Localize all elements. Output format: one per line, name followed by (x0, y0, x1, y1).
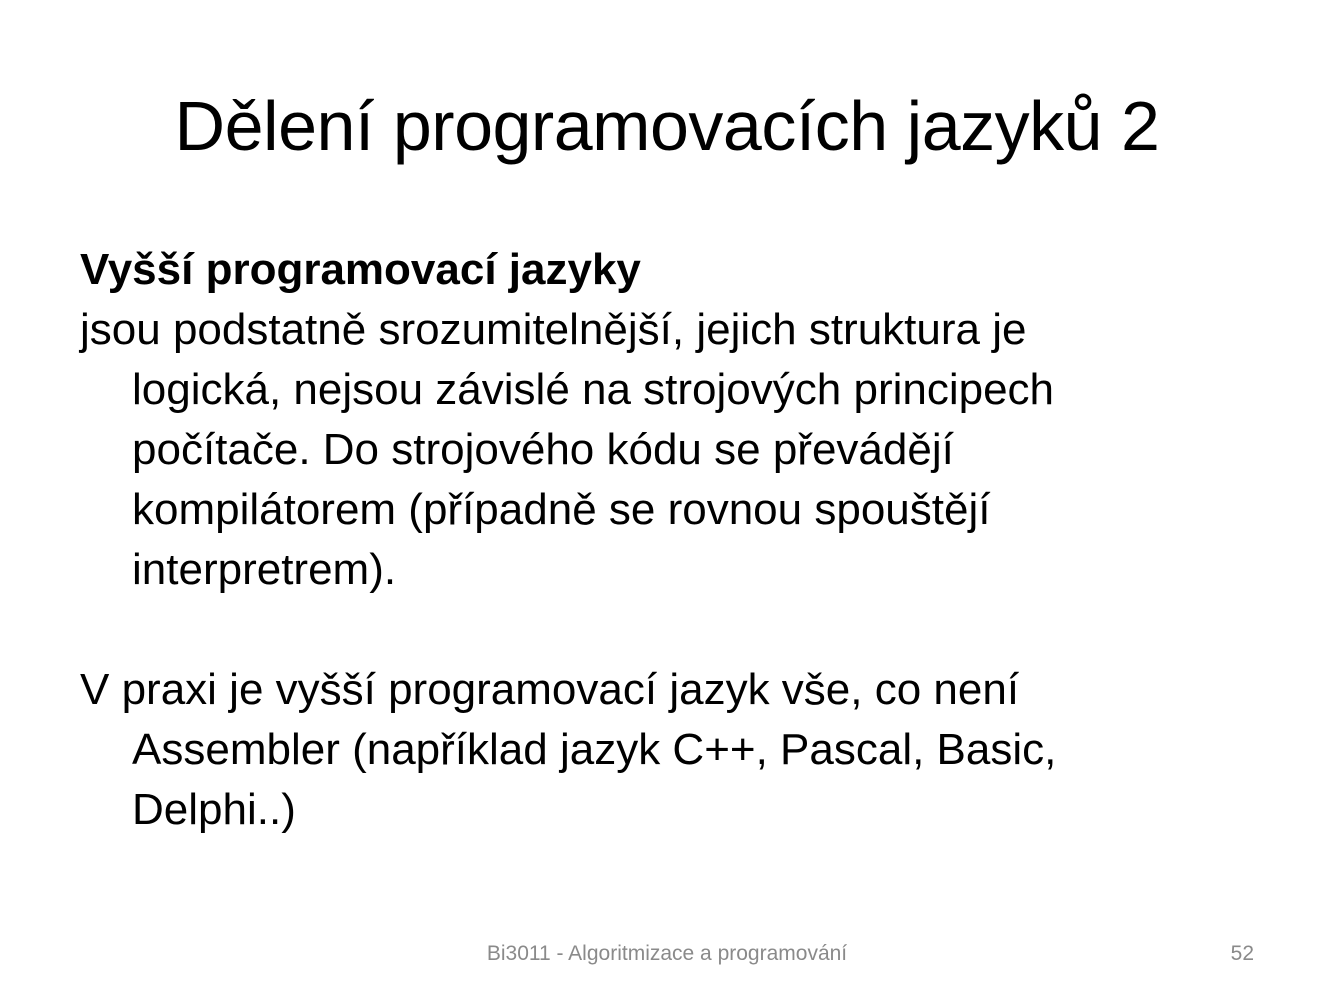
section-heading: Vyšší programovací jazyky (80, 245, 641, 294)
footer-course-name: Bi3011 - Algoritmizace a programování (486, 942, 848, 965)
slide-title: Dělení programovacích jazyků 2 (174, 87, 1160, 165)
paragraph-line: kompilátorem (případně se rovnou spouštějí (132, 485, 991, 534)
paragraph-practice (80, 660, 1280, 840)
paragraph-line: Assembler (například jazyk C++, Pascal, Basic, (132, 725, 1057, 774)
footer-page-number: 52 (1230, 942, 1254, 965)
paragraph-line: interpretrem). (132, 545, 397, 594)
paragraph-line: logická, nejsou závislé na strojových principech (132, 365, 1055, 414)
paragraph-line: V praxi je vyšší programovací jazyk vše, co není (80, 665, 1020, 714)
slide-body (80, 240, 1280, 840)
paragraph-definition (80, 300, 1280, 600)
paragraph-line: jsou podstatně srozumitelnější, jejich struktura je (80, 305, 1027, 354)
paragraph-line: počítače. Do strojového kódu se převádějí (132, 425, 954, 474)
paragraph-line: Delphi..) (132, 785, 296, 834)
